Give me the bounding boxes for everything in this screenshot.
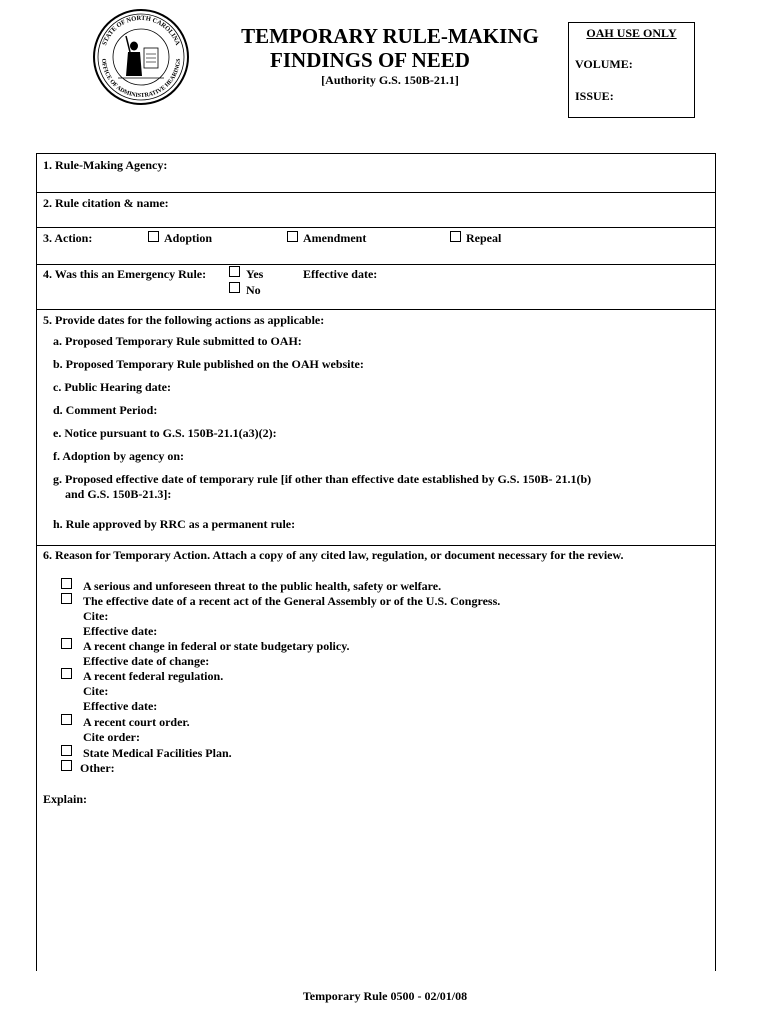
volume-label: VOLUME: — [575, 57, 633, 71]
date-item-b: b. Proposed Temporary Rule published on the OAH website: — [53, 357, 364, 371]
budget-effective-date-label: Effective date of change: — [83, 654, 210, 668]
reason-medical-facilities-label: State Medical Facilities Plan. — [83, 746, 232, 760]
rule-citation-label: 2. Rule citation & name: — [43, 196, 169, 210]
explain-label: Explain: — [43, 792, 88, 806]
emergency-no-checkbox[interactable] — [229, 282, 240, 293]
adoption-label: Adoption — [164, 231, 213, 245]
reason-recent-act-label: The effective date of a recent act of the General Assembly or of the U.S. Congress. — [83, 594, 501, 608]
reason-court-order-label: A recent court order. — [83, 715, 190, 729]
date-item-d: d. Comment Period: — [53, 403, 158, 417]
reason-medical-facilities-checkbox[interactable] — [61, 745, 72, 756]
divider-4 — [36, 309, 716, 310]
date-item-g-continued: and G.S. 150B-21.3]: — [65, 487, 172, 501]
form-title-line-2: FINDINGS OF NEED — [270, 48, 470, 72]
date-item-c: c. Public Hearing date: — [53, 380, 171, 394]
amendment-label: Amendment — [303, 231, 367, 245]
divider-5 — [36, 545, 716, 546]
reason-court-order-checkbox[interactable] — [61, 714, 72, 725]
reason-federal-regulation-label: A recent federal regulation. — [83, 669, 224, 683]
oah-use-only-box — [568, 22, 695, 118]
divider-2 — [36, 227, 716, 228]
divider-1 — [36, 192, 716, 193]
reason-budget-policy-checkbox[interactable] — [61, 638, 72, 649]
reason-other-checkbox[interactable] — [61, 760, 72, 771]
oah-use-only-heading: OAH USE ONLY — [586, 26, 677, 40]
form-title-line-1: TEMPORARY RULE-MAKING — [241, 24, 539, 48]
repeal-label: Repeal — [466, 231, 502, 245]
state-seal-logo — [92, 8, 190, 106]
svg-text:OFFICE OF ADMINISTRATIVE HEARI: OFFICE OF ADMINISTRATIVE HEARINGS — [99, 58, 183, 100]
reason-threat-label: A serious and unforeseen threat to the public health, safety or welfare. — [83, 579, 442, 593]
reason-recent-act-checkbox[interactable] — [61, 593, 72, 604]
amendment-checkbox[interactable] — [287, 231, 298, 242]
svg-text:STATE OF NORTH CAROLINA: STATE OF NORTH CAROLINA — [101, 14, 181, 47]
reason-budget-policy-label: A recent change in federal or state budgetary policy. — [83, 639, 350, 653]
emergency-no-label: No — [246, 283, 261, 297]
date-item-e: e. Notice pursuant to G.S. 150B-21.1(a3)(2): — [53, 426, 277, 440]
court-order-cite-label: Cite order: — [83, 730, 140, 744]
adoption-checkbox[interactable] — [148, 231, 159, 242]
authority-citation: [Authority G.S. 150B-21.1] — [321, 73, 459, 87]
recent-act-effective-date-label: Effective date: — [83, 624, 158, 638]
federal-regulation-cite-label: Cite: — [83, 684, 109, 698]
federal-regulation-effective-date-label: Effective date: — [83, 699, 158, 713]
emergency-effective-date-label: Effective date: — [303, 267, 378, 281]
repeal-checkbox[interactable] — [450, 231, 461, 242]
date-item-g: g. Proposed effective date of temporary rule [if other than effective date established by G.S. 150B- 21.1(b) — [53, 472, 592, 486]
recent-act-cite-label: Cite: — [83, 609, 109, 623]
emergency-rule-label: 4. Was this an Emergency Rule: — [43, 267, 207, 281]
date-item-a: a. Proposed Temporary Rule submitted to OAH: — [53, 334, 302, 348]
divider-3 — [36, 264, 716, 265]
reason-federal-regulation-checkbox[interactable] — [61, 668, 72, 679]
reason-section-heading: 6. Reason for Temporary Action. Attach a copy of any cited law, regulation, or document necessary for the review. — [43, 548, 624, 562]
issue-label: ISSUE: — [575, 89, 614, 103]
reason-other-label: Other: — [80, 761, 115, 775]
date-item-f: f. Adoption by agency on: — [53, 449, 185, 463]
action-label: 3. Action: — [43, 231, 93, 245]
reason-threat-checkbox[interactable] — [61, 578, 72, 589]
rule-making-agency-label: 1. Rule-Making Agency: — [43, 158, 168, 172]
emergency-yes-checkbox[interactable] — [229, 266, 240, 277]
dates-section-heading: 5. Provide dates for the following actions as applicable: — [43, 313, 325, 327]
emergency-yes-label: Yes — [246, 267, 264, 281]
date-item-h: h. Rule approved by RRC as a permanent rule: — [53, 517, 296, 531]
form-footer: Temporary Rule 0500 - 02/01/08 — [302, 989, 468, 1003]
